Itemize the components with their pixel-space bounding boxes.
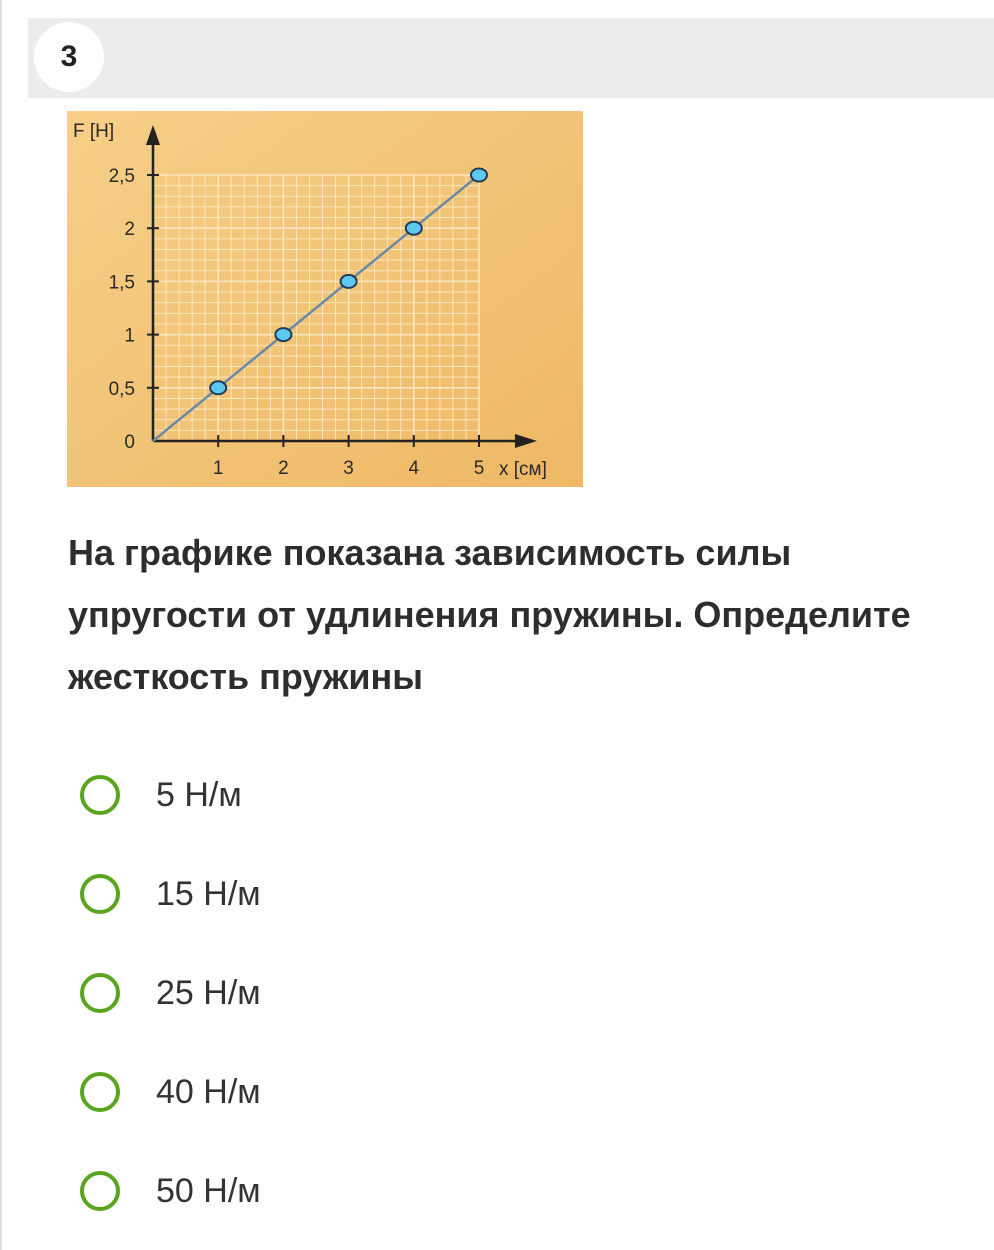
question-header-bar	[28, 18, 994, 98]
option-3[interactable]	[80, 968, 680, 1018]
option-label: 15 Н/м	[156, 874, 261, 913]
question-number-badge	[34, 22, 104, 92]
y-tick-label: 1,5	[108, 272, 135, 294]
data-point	[275, 328, 291, 341]
question-text: На графике показана зависимость силы упругости от удлинения пружины. Определите жесткость пружины	[68, 532, 911, 697]
y-tick-label: 2,5	[108, 166, 135, 187]
data-point	[341, 275, 357, 288]
data-point	[471, 169, 487, 182]
x-tick-label: 3	[343, 458, 354, 479]
option-1[interactable]	[80, 770, 680, 820]
x-axis-label: x [см]	[499, 459, 547, 480]
y-tick-label: 1	[124, 325, 135, 347]
data-point	[406, 222, 422, 235]
option-label: 5 Н/м	[156, 775, 242, 814]
y-axis-label: F [Н]	[73, 121, 115, 142]
force-extension-chart	[67, 111, 583, 487]
option-label: 40 Н/м	[156, 1072, 261, 1111]
y-tick-label: 0,5	[108, 378, 135, 400]
option-5[interactable]	[80, 1166, 680, 1216]
option-label: 25 Н/м	[156, 973, 261, 1012]
option-2[interactable]	[80, 869, 680, 919]
chart-svg	[67, 111, 583, 487]
radio-circle-icon[interactable]	[80, 775, 120, 815]
x-tick-label: 2	[278, 458, 289, 479]
option-4[interactable]	[80, 1067, 680, 1117]
option-label: 50 Н/м	[156, 1171, 261, 1210]
radio-circle-icon[interactable]	[80, 874, 120, 914]
radio-circle-icon[interactable]	[80, 973, 120, 1013]
radio-circle-icon[interactable]	[80, 1171, 120, 1211]
question-number: 3	[60, 40, 78, 73]
x-tick-label: 5	[473, 458, 485, 479]
radio-circle-icon[interactable]	[80, 1072, 120, 1112]
x-tick-label: 4	[408, 458, 420, 479]
y-tick-label: 2	[124, 219, 135, 241]
y-tick-label: 0	[124, 432, 135, 453]
left-border	[0, 0, 2, 1250]
x-tick-label: 1	[212, 458, 224, 479]
data-point	[210, 381, 226, 394]
